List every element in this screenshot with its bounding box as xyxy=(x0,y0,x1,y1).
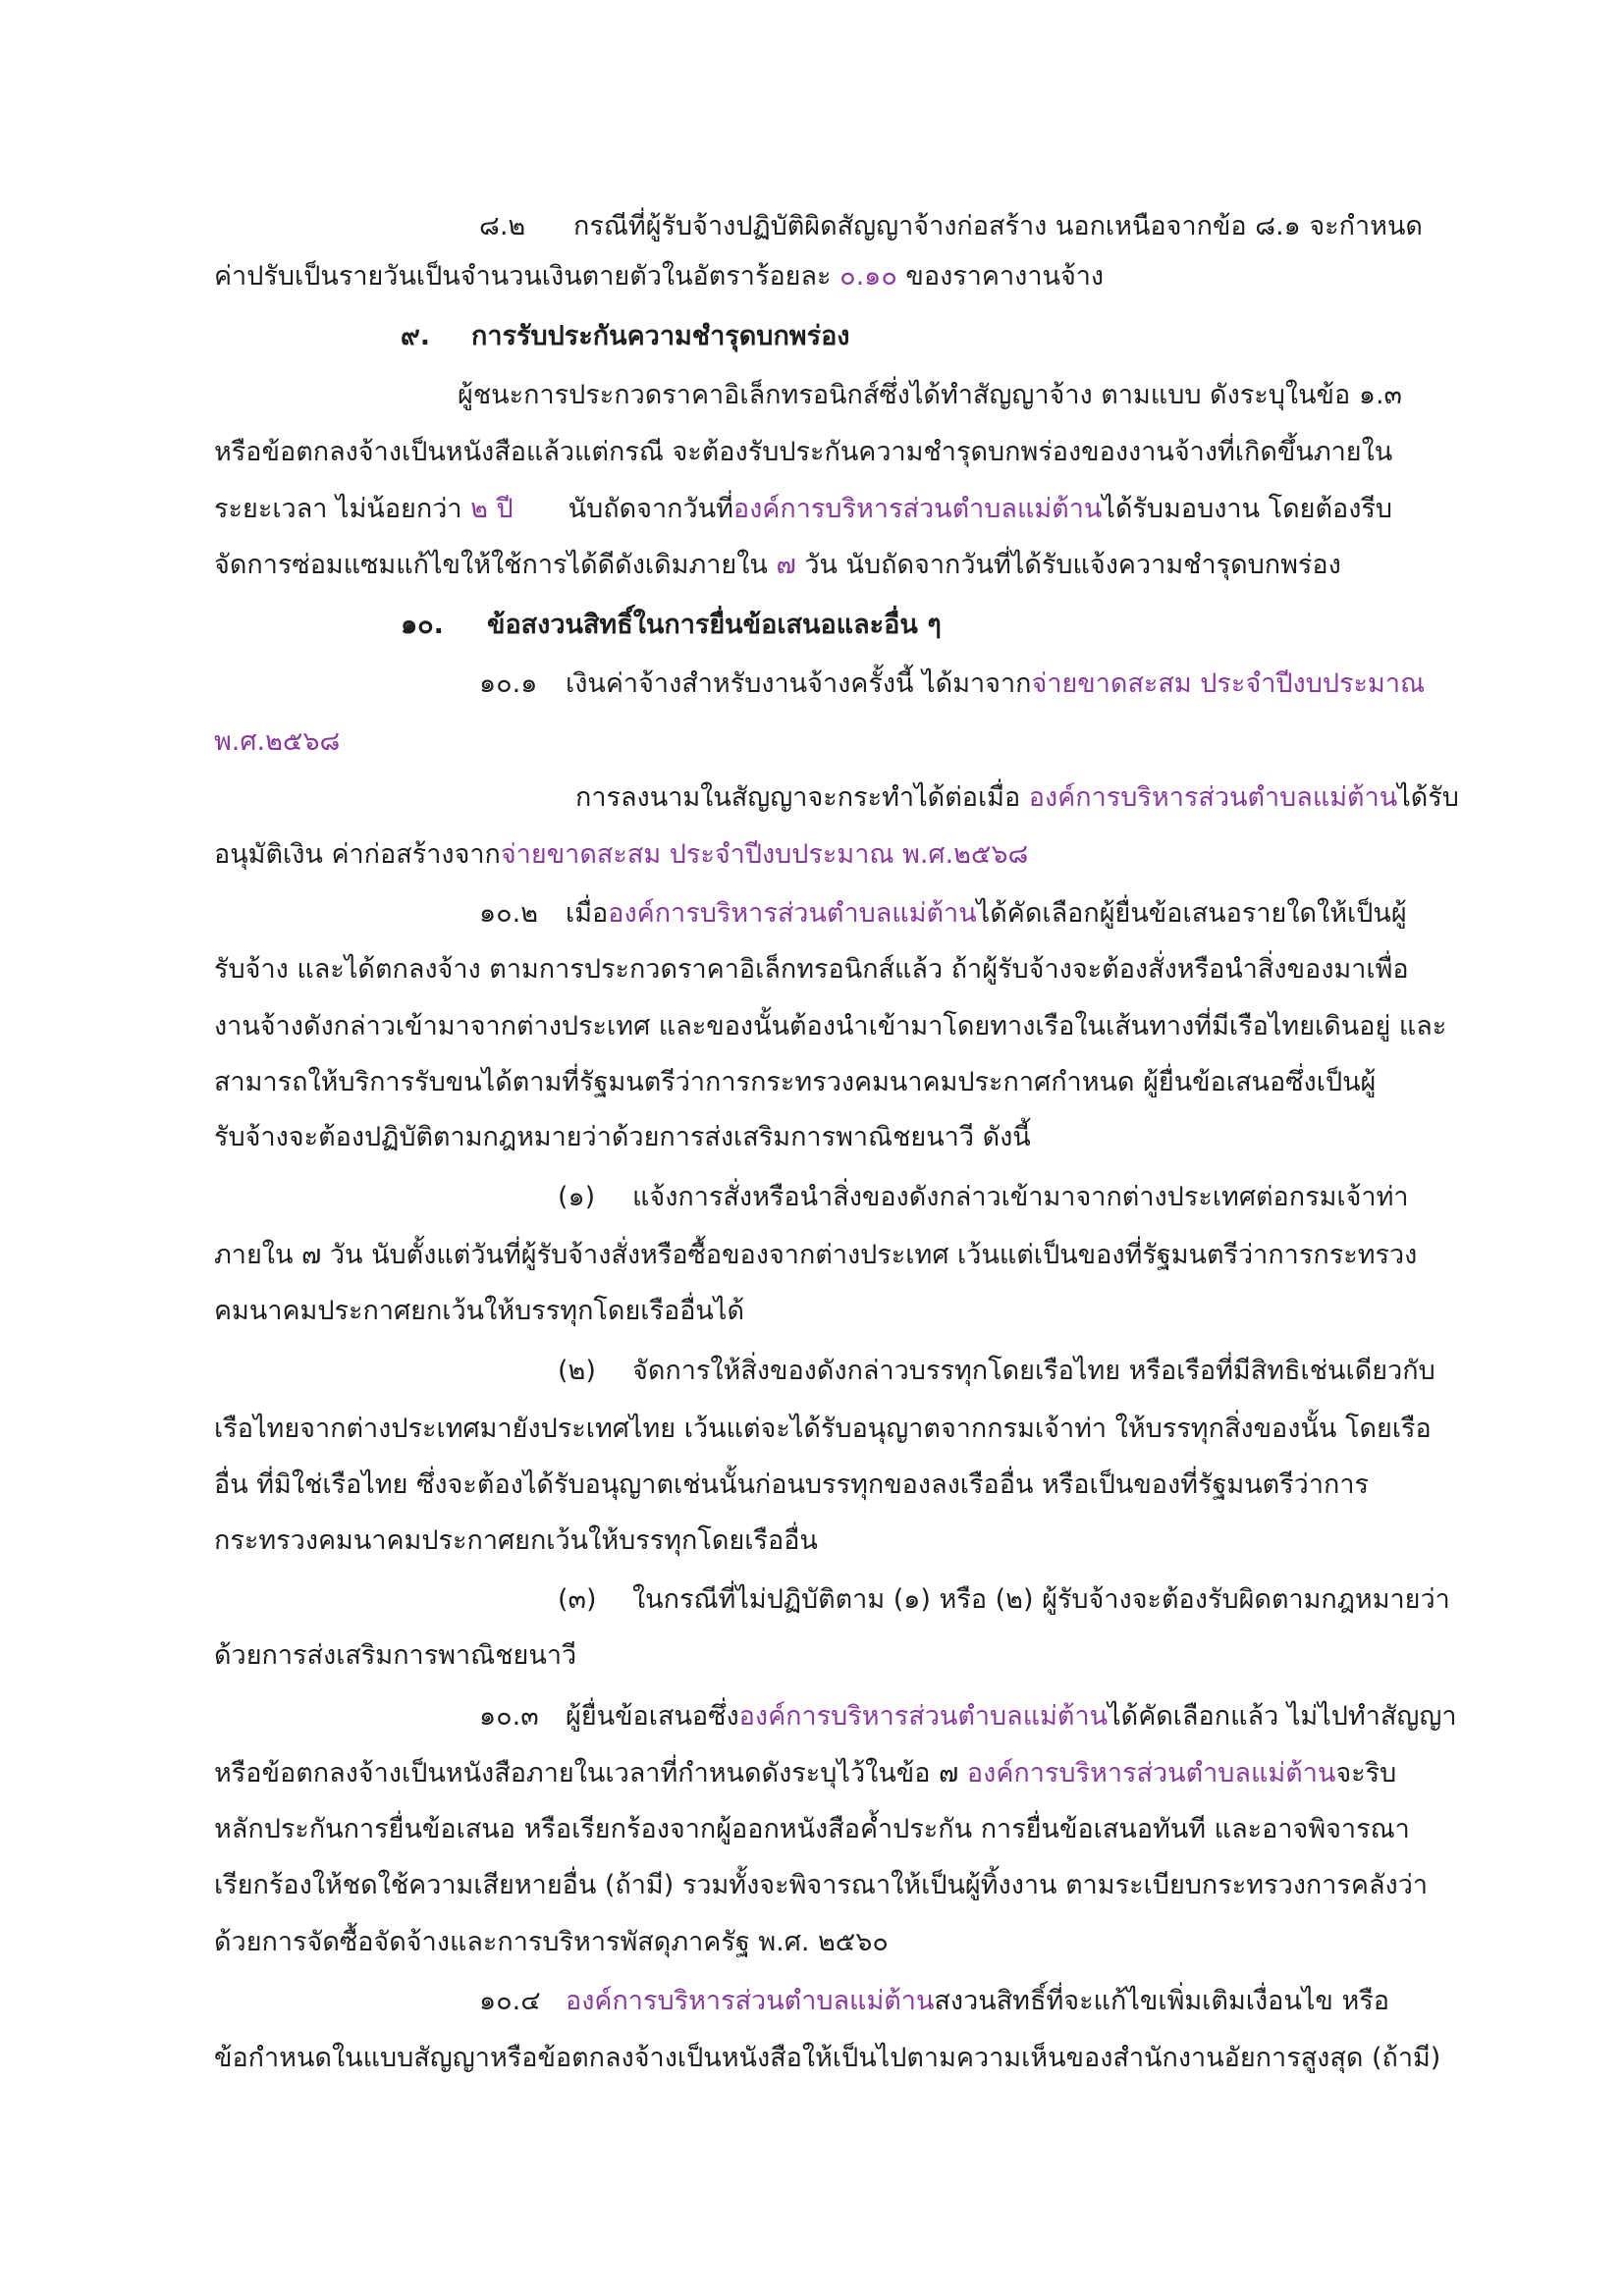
sec-10-1-line-3 xyxy=(575,775,1459,821)
clause-text: สงวนสิทธิ์ที่จะแก้ไขเพิ่มเติมเงื่อนไข หรือ xyxy=(934,1986,1389,2016)
sec-10-3-line-5 xyxy=(214,1920,889,1965)
item-text: กระทรวงคมนาคมประกาศยกเว้นให้บรรทุกโดยเรืออื่น xyxy=(214,1525,818,1556)
item-number: (๑) xyxy=(558,1182,596,1212)
clause-text: สามารถให้บริการรับขนได้ตามที่รัฐมนตรีว่าการกระทรวงคมนาคมประกาศกำหนด ผู้ยื่นข้อเสนอซึ่งเป็นผู้ xyxy=(214,1067,1377,1097)
sec-10-2-item-2-line-3 xyxy=(214,1463,1369,1508)
clause-number: ๑๐.๑ xyxy=(479,668,538,699)
section-title: ข้อสงวนสิทธิ์ในการยื่นข้อเสนอและอื่น ๆ xyxy=(487,610,942,640)
clause-number: ๘.๒ xyxy=(479,211,526,241)
clause-text: ผู้ยื่นข้อเสนอซึ่ง xyxy=(566,1701,739,1732)
warranty-period: ๒ ปี xyxy=(470,494,514,524)
sec-10-2-item-1-line-2 xyxy=(214,1233,1417,1278)
item-text: ในกรณีที่ไม่ปฏิบัติตาม (๑) หรือ (๒) ผู้รับจ้างจะต้องรับผิดตามกฎหมายว่า xyxy=(632,1584,1450,1615)
sec-10-3-line-3 xyxy=(214,1807,1410,1852)
paragraph-text: จัดการซ่อมแซมแก้ไขให้ใช้การได้ดีดังเดิมภายใน xyxy=(214,550,777,580)
item-text: แจ้งการสั่งหรือนำสิ่งของดังกล่าวเข้ามาจากต่างประเทศต่อกรมเจ้าท่า xyxy=(632,1182,1409,1212)
clause-text: ข้อกำหนดในแบบสัญญาหรือข้อตกลงจ้างเป็นหนังสือให้เป็นไปตามความเห็นของสำนักงานอัยการสูงสุด (ถ้ามี) xyxy=(214,2043,1441,2073)
sec-10-2-line-1 xyxy=(479,891,1407,936)
item-text: อื่น ที่มิใช่เรือไทย ซึ่งจะต้องได้รับอนุญาตเช่นนั้นก่อนบรรทุกของลงเรืออื่น หรือเป็นของที่รัฐมนตรีว่าการ xyxy=(214,1469,1370,1500)
sec-10-1-line-4 xyxy=(214,832,1028,878)
sec-9-line-1 xyxy=(458,373,1402,418)
section-heading-10 xyxy=(401,603,942,648)
sec-8-2-line-1 xyxy=(479,204,1423,249)
org-name: องค์การบริหารส่วนตำบลแม่ต้าน xyxy=(608,898,977,929)
sec-10-2-line-3 xyxy=(214,1004,1446,1049)
sec-9-line-4 xyxy=(214,543,1341,588)
clause-text: รับจ้าง และได้ตกลงจ้าง ตามการประกวดราคาอิเล็กทรอนิกส์แล้ว ถ้าผู้รับจ้างจะต้องสั่งหรือนำสิ่งของมาเพื่อ xyxy=(214,954,1409,985)
sec-10-4-line-2 xyxy=(214,2036,1440,2081)
org-name: องค์การบริหารส่วนตำบลแม่ต้าน xyxy=(1028,782,1398,813)
repair-days: ๗ xyxy=(776,550,796,580)
clause-text: เงินค่าจ้างสำหรับงานจ้างครั้งนี้ ได้มาจาก xyxy=(566,668,1032,699)
item-text: เรือไทยจากต่างประเทศมายังประเทศไทย เว้นแต่จะได้รับอนุญาตจากกรมเจ้าท่า ให้บรรทุกสิ่งของนั้น โดยเรือ xyxy=(214,1414,1432,1444)
sec-10-2-item-2-line-1 xyxy=(558,1349,1435,1394)
section-title: การรับประกันความชำรุดบกพร่อง xyxy=(471,321,850,351)
clause-number: ๑๐.๒ xyxy=(479,898,538,929)
org-name: องค์การบริหารส่วนตำบลแม่ต้าน xyxy=(732,494,1103,524)
budget-source: จ่ายขาดสะสม ประจำปีงบประมาณ พ.ศ.๒๕๖๘ xyxy=(500,839,1029,870)
clause-text: ได้คัดเลือกผู้ยื่นข้อเสนอรายใดให้เป็นผู้ xyxy=(976,898,1407,929)
sec-9-line-3 xyxy=(214,487,1392,532)
paragraph-text: ระยะเวลา ไม่น้อยกว่า xyxy=(214,494,471,524)
item-text: ภายใน ๗ วัน นับตั้งแต่วันที่ผู้รับจ้างสั่งหรือซื้อของจากต่างประเทศ เว้นแต่เป็นของที่รัฐมนตรีว่าการกระทรวง xyxy=(214,1240,1418,1270)
budget-year: พ.ศ.๒๕๖๘ xyxy=(214,726,341,757)
org-name: องค์การบริหารส่วนตำบลแม่ต้าน xyxy=(566,1986,935,2016)
sec-10-3-line-1 xyxy=(479,1694,1457,1739)
penalty-rate: ๐.๑๐ xyxy=(839,261,897,292)
clause-text: เมื่อ xyxy=(566,898,609,929)
clause-number: ๑๐.๓ xyxy=(479,1701,539,1732)
item-number: (๒) xyxy=(558,1356,596,1386)
paragraph-text: วัน นับถัดจากวันที่ได้รับแจ้งความชำรุดบกพร่อง xyxy=(795,550,1341,580)
paragraph-text: ได้รับมอบงาน โดยต้องรีบ xyxy=(1102,494,1393,524)
clause-text: ด้วยการจัดซื้อจัดจ้างและการบริหารพัสดุภาครัฐ พ.ศ. ๒๕๖๐ xyxy=(214,1927,889,1957)
sec-10-2-item-1-line-3 xyxy=(214,1289,744,1334)
clause-text: รับจ้างจะต้องปฏิบัติตามกฎหมายว่าด้วยการส่งเสริมการพาณิชยนาวี ดังนี้ xyxy=(214,1122,1031,1152)
item-number: (๓) xyxy=(558,1584,597,1615)
clause-text: การลงนามในสัญญาจะกระทำได้ต่อเมื่อ xyxy=(575,782,1029,813)
org-name: องค์การบริหารส่วนตำบลแม่ต้าน xyxy=(966,1758,1336,1789)
clause-text: เรียกร้องให้ชดใช้ความเสียหายอื่น (ถ้ามี) รวมทั้งจะพิจารณาให้เป็นผู้ทิ้งงาน ตามระเบียบกระทรวงการคลังว่า xyxy=(214,1870,1429,1900)
sec-10-1-line-1 xyxy=(479,662,1425,707)
sec-9-line-2 xyxy=(214,430,1392,475)
clause-text: หลักประกันการยื่นข้อเสนอ หรือเรียกร้องจากผู้ออกหนังสือค้ำประกัน การยื่นข้อเสนอทันที และอาจพิจารณา xyxy=(214,1814,1410,1844)
item-text: คมนาคมประกาศยกเว้นให้บรรทุกโดยเรืออื่นได้ xyxy=(214,1296,744,1326)
section-heading-9 xyxy=(401,314,850,359)
sec-10-2-item-3-line-2 xyxy=(214,1633,576,1679)
org-name: องค์การบริหารส่วนตำบลแม่ต้าน xyxy=(738,1701,1109,1732)
item-text: ด้วยการส่งเสริมการพาณิชยนาวี xyxy=(214,1640,577,1671)
clause-text: อนุมัติเงิน ค่าก่อสร้างจาก xyxy=(214,839,501,870)
clause-text: กรณีที่ผู้รับจ้างปฏิบัติผิดสัญญาจ้างก่อสร้าง นอกเหนือจากข้อ ๘.๑ จะกำหนด xyxy=(573,211,1423,241)
sec-10-2-line-2 xyxy=(214,947,1409,992)
clause-text: งานจ้างดังกล่าวเข้ามาจากต่างประเทศ และของนั้นต้องนำเข้ามาโดยทางเรือในเส้นทางที่มีเรือไทยเดินอยู่ และ xyxy=(214,1011,1447,1041)
clause-text: ได้รับ xyxy=(1397,782,1459,813)
sec-10-2-item-3-line-1 xyxy=(558,1577,1450,1623)
sec-10-2-item-1-line-1 xyxy=(558,1175,1409,1220)
clause-text: ของราคางานจ้าง xyxy=(896,261,1105,292)
sec-10-3-line-2 xyxy=(214,1751,1396,1796)
clause-text: ค่าปรับเป็นรายวันเป็นจำนวนเงินตายตัวในอัตราร้อยละ xyxy=(214,261,840,292)
clause-text: จะริบ xyxy=(1335,1758,1397,1789)
clause-text: ได้คัดเลือกแล้ว ไม่ไปทำสัญญา xyxy=(1108,1701,1457,1732)
section-number: ๑๐. xyxy=(401,610,444,640)
paragraph-text: นับถัดจากวันที่ xyxy=(568,494,733,524)
section-number: ๙. xyxy=(401,321,431,351)
sec-10-4-line-1 xyxy=(479,1979,1389,2024)
sec-10-2-item-2-line-2 xyxy=(214,1407,1432,1452)
sec-10-3-line-4 xyxy=(214,1863,1428,1908)
clause-number: ๑๐.๔ xyxy=(479,1986,541,2016)
sec-10-2-item-2-line-4 xyxy=(214,1519,818,1564)
item-text: จัดการให้สิ่งของดังกล่าวบรรทุกโดยเรือไทย หรือเรือที่มีสิทธิเช่นเดียวกับ xyxy=(632,1356,1435,1386)
sec-10-2-line-4 xyxy=(214,1060,1376,1105)
sec-8-2-line-2 xyxy=(214,254,1104,299)
budget-source: จ่ายขาดสะสม ประจำปีงบประมาณ xyxy=(1031,668,1426,699)
paragraph-text: ผู้ชนะการประกวดราคาอิเล็กทรอนิกส์ซึ่งได้ทำสัญญาจ้าง ตามแบบ ดังระบุในข้อ ๑.๓ xyxy=(458,380,1402,410)
paragraph-text: หรือข้อตกลงจ้างเป็นหนังสือแล้วแต่กรณี จะต้องรับประกันความชำรุดบกพร่องของงานจ้างที่เกิดขึ้นภายใน xyxy=(214,437,1393,467)
sec-10-2-line-5 xyxy=(214,1115,1031,1160)
clause-text: หรือข้อตกลงจ้างเป็นหนังสือภายในเวลาที่กำหนดดังระบุไว้ในข้อ ๗ xyxy=(214,1758,967,1789)
